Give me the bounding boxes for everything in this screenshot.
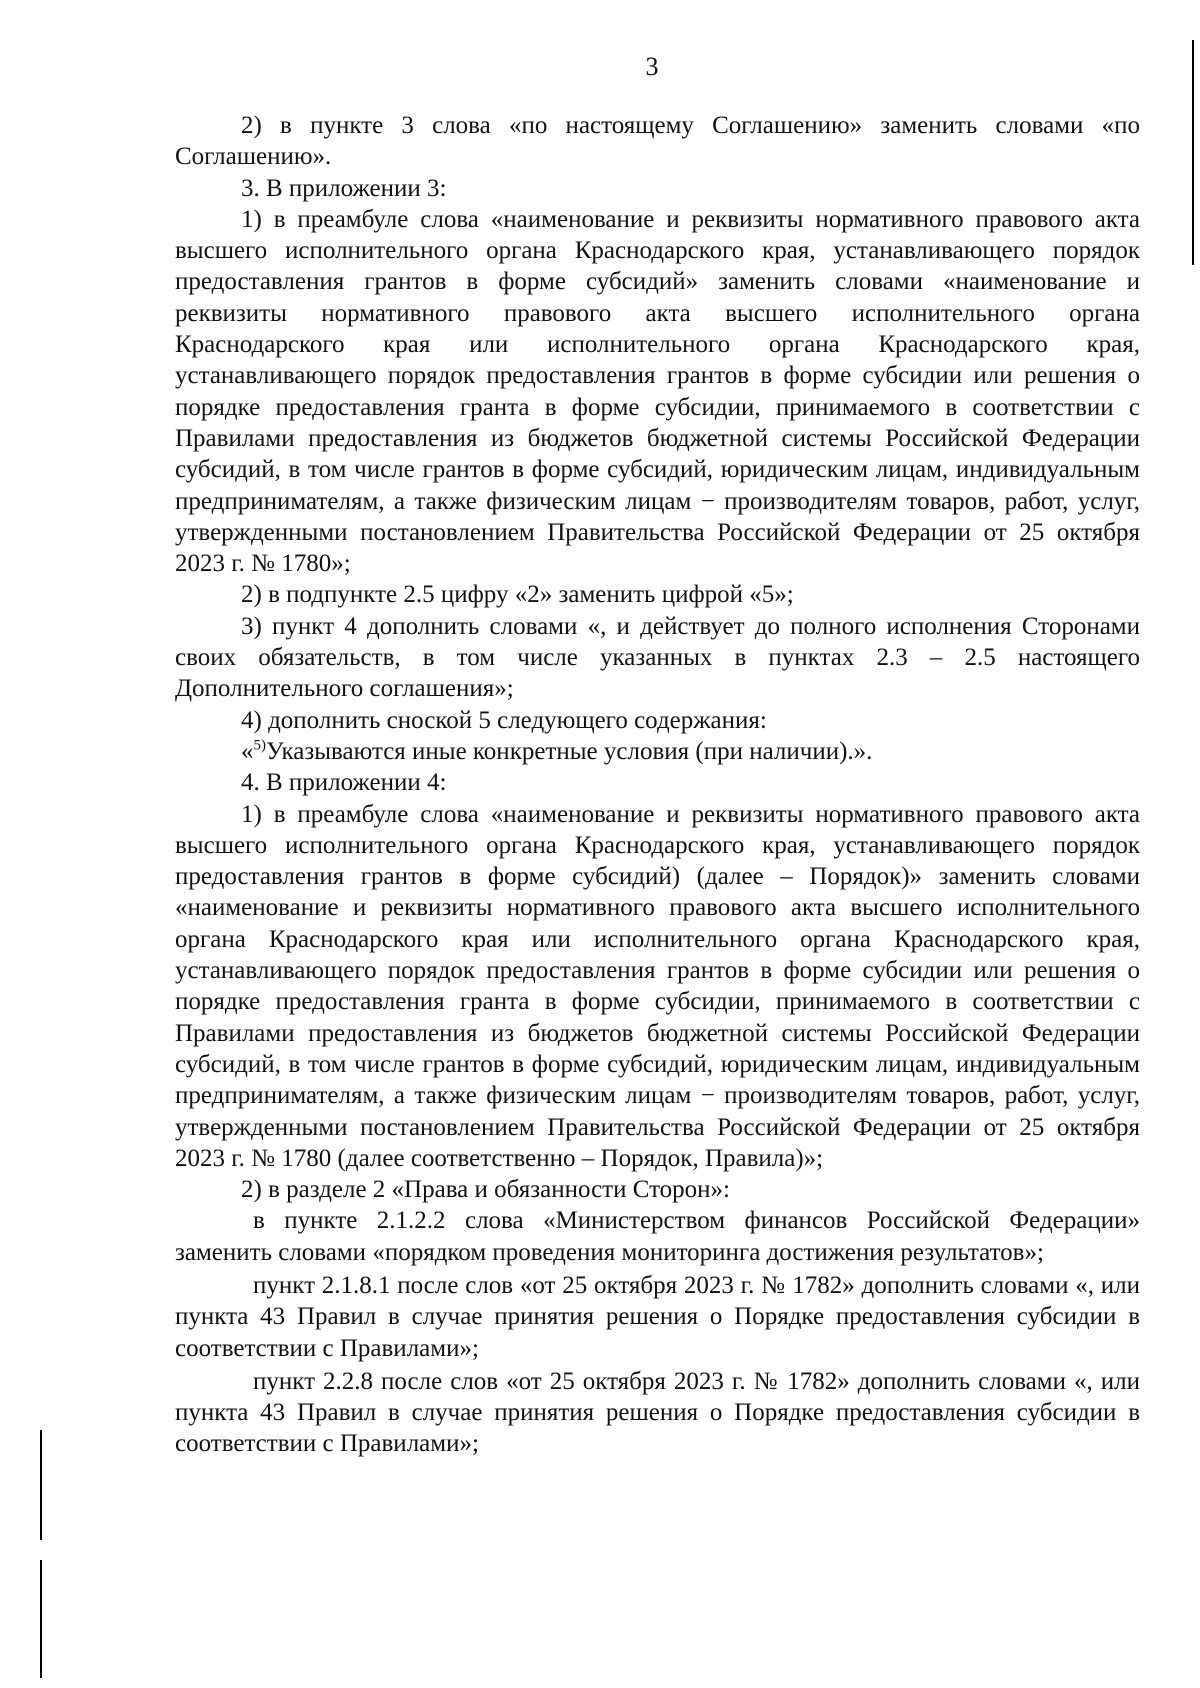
page-number: 3	[645, 52, 659, 81]
paragraph-item-2: 2) в пункте 3 слова «по настоящему Соглашению» заменить словами «по Соглашению».	[175, 112, 1140, 171]
scan-edge-mark	[1192, 40, 1194, 265]
paragraph-preamble-appendix-3: 1) в преамбуле слова «наименование и реквизиты нормативного правового акта высшего исполнительного органа Краснодарского края, устанавливающего порядок предоставления грантов в форме субсидий» заменить словами «наименование и реквизиты нормативного правового акта высшего исполнительного органа Краснодарского края или исполнительного органа Краснодарского края, устанавливающего порядок предоставления грантов в форме субсидии или решения о порядке предоставления гранта в форме субсидии, принимаемого в соответствии с Правилами предоставления из бюджетов бюджетной системы Российской Федерации субсидий, в том числе грантов в форме субсидий, юридическим лицам, индивидуальным предпринимателям, а также физическим лицам − производителям товаров, работ, услуг, утвержденными постановлением Правительства Российской Федерации от 25 октября 2023 г. № 1780»;	[175, 205, 1140, 578]
footnote-open-quote: «	[241, 737, 254, 765]
footnote-marker: 5)	[253, 737, 266, 754]
paragraph-item-4-addition: 3) пункт 4 дополнить словами «, и действует до полного исполнения Сторонами своих обязательств, в том числе указанных в пунктах 2.3 – 2.5 настоящего Дополнительного соглашения»;	[175, 612, 1140, 703]
paragraph-item-2-1-2-2: в пункте 2.1.2.2 слова «Министерством финансов Российской Федерации» заменить словами «порядком проведения мониторинга достижения результатов»;	[175, 1207, 1140, 1266]
document-body	[175, 110, 1140, 1460]
scan-edge-mark	[40, 1430, 42, 1540]
paragraph-footnote-5-text	[175, 736, 1140, 767]
paragraph-footnote-5: 4) дополнить сноской 5 следующего содержания:	[241, 706, 767, 734]
paragraph-appendix-3: 3. В приложении 3:	[241, 174, 447, 202]
paragraph-appendix-4: 4. В приложении 4:	[241, 769, 447, 797]
paragraph-item-2-1-8-1: пункт 2.1.8.1 после слов «от 25 октября 2023 г. № 1782» дополнить словами «, или пункта 43 Правил в случае принятия решения о Порядке предоставления субсидии в соответствии с Правилами»;	[175, 1271, 1140, 1362]
footnote-text: Указываются иные конкретные условия (при наличии).».	[266, 737, 873, 765]
paragraph-section-2: 2) в разделе 2 «Права и обязанности Сторон»:	[241, 1176, 731, 1204]
paragraph-subitem-2-5: 2) в подпункте 2.5 цифру «2» заменить цифрой «5»;	[241, 581, 794, 609]
scan-edge-mark	[40, 1560, 42, 1678]
paragraph-preamble-appendix-4: 1) в преамбуле слова «наименование и реквизиты нормативного правового акта высшего исполнительного органа Краснодарского края, устанавливающего порядок предоставления грантов в форме субсидий) (далее – Порядок)» заменить словами «наименование и реквизиты нормативного правового акта высшего исполнительного органа Краснодарского края или исполнительного органа Краснодарского края, устанавливающего порядок предоставления грантов в форме субсидии или решения о порядке предоставления гранта в форме субсидии, принимаемого в соответствии с Правилами предоставления из бюджетов бюджетной системы Российской Федерации субсидий, в том числе грантов в форме субсидий, юридическим лицам, индивидуальным предпринимателям, а также физическим лицам − производителям товаров, работ, услуг, утвержденными постановлением Правительства Российской Федерации от 25 октября 2023 г. № 1780 (далее соответственно – Порядок, Правила)»;	[175, 800, 1140, 1172]
paragraph-item-2-2-8: пункт 2.2.8 после слов «от 25 октября 2023 г. № 1782» дополнить словами «, или пункта 43 Правил в случае принятия решения о Порядке предоставления субсидии в соответствии с Правилами»;	[175, 1367, 1140, 1458]
